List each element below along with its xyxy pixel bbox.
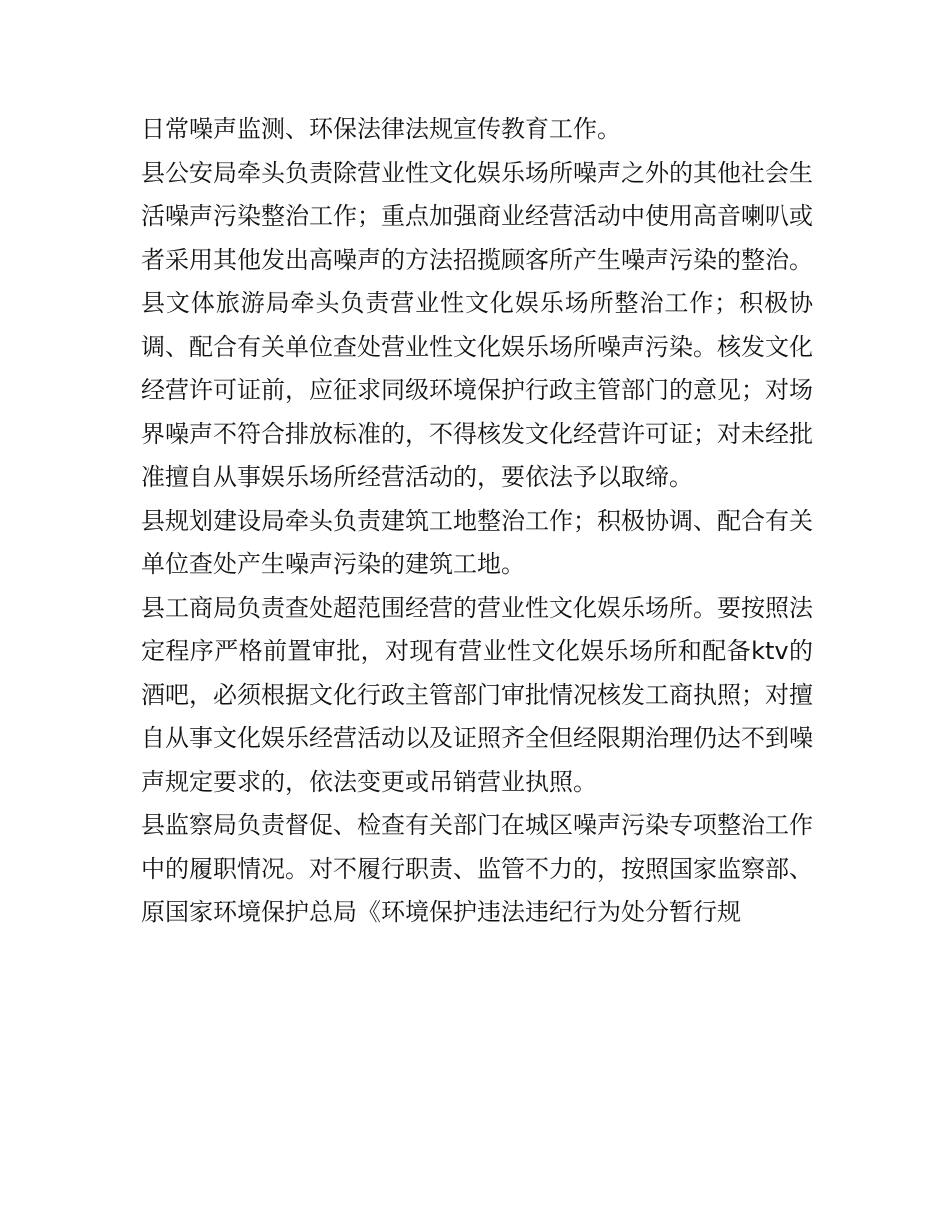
paragraph-public-security-bureau: 县公安局牵头负责除营业性文化娱乐场所噪声之外的其他社会生活噪声污染整治工作；重点加强商业经营活动中使用高音喇叭或者采用其他发出高噪声的方法招揽顾客所产生噪声污染的整治。: [141, 158, 813, 274]
paragraph-industry-commerce-bureau: 县工商局负责查处超范围经营的营业性文化娱乐场所。要按照法定程序严格前置审批，对现有营业性文化娱乐场所和配备ktv的酒吧，必须根据文化行政主管部门审批情况核发工商执照；对擅自从事文化娱乐经营活动以及证照齐全但经限期治理仍达不到噪声规定要求的，依法变更或吊销营业执照。: [141, 593, 813, 796]
paragraph-culture-tourism-bureau: 县文体旅游局牵头负责营业性文化娱乐场所整治工作；积极协调、配合有关单位查处营业性文化娱乐场所噪声污染。核发文化经营许可证前，应征求同级环境保护行政主管部门的意见；对场界噪声不符合排放标准的，不得核发文化经营许可证；对未经批准擅自从事娱乐场所经营活动的，要依法予以取缔。: [141, 289, 813, 491]
document-body: [141, 108, 813, 935]
paragraph-planning-construction-bureau: 县规划建设局牵头负责建筑工地整治工作；积极协调、配合有关单位查处产生噪声污染的建筑工地。: [141, 506, 813, 578]
paragraph-supervision-bureau: 县监察局负责督促、检查有关部门在城区噪声污染专项整治工作中的履职情况。对不履行职责、监管不力的，按照国家监察部、原国家环境保护总局《环境保护违法违纪行为处分暂行规: [141, 811, 813, 926]
paragraph-monitoring-duties: 日常噪声监测、环保法律法规宣传教育工作。: [141, 115, 621, 143]
